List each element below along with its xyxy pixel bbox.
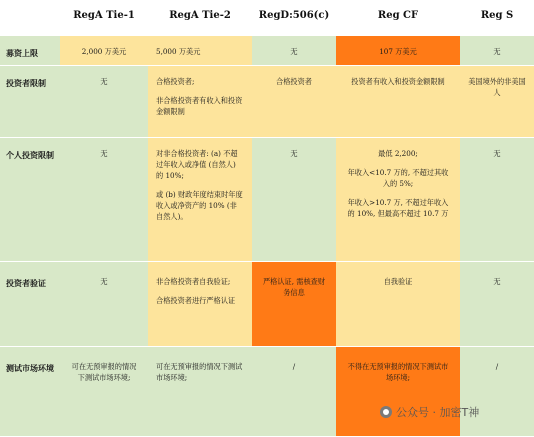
- table-cell: [60, 36, 148, 66]
- cell-text: 2,000 万美元: [81, 47, 127, 56]
- header-cell: RegD:506(c): [252, 0, 336, 36]
- table-cell: [148, 36, 252, 66]
- table-cell: [252, 347, 336, 437]
- cell-text: 无: [100, 77, 108, 86]
- table-cell: [148, 262, 252, 347]
- header-cell: RegA Tie-2: [148, 0, 252, 36]
- cell-text: 合格投资者: [276, 77, 312, 86]
- table-cell: [252, 262, 336, 347]
- cell-text: 对非合格投资者: (a) 不超过年收入或净值 (自然人) 的 10%;: [156, 149, 238, 180]
- cell-text: 不得在无预审报的情况下测试市场环境;: [347, 362, 449, 382]
- cell-text: 无: [493, 277, 501, 286]
- watermark-text: 公众号 · 加密T神: [396, 406, 480, 419]
- table-cell: [252, 36, 336, 66]
- row-label: 募资上限: [0, 36, 60, 66]
- wechat-icon: [380, 406, 392, 418]
- cell-text: 无: [290, 47, 298, 56]
- cell-text: 无: [493, 149, 501, 158]
- cell-text: /: [495, 362, 499, 371]
- cell-text: 合格投资者进行严格认证: [156, 296, 236, 305]
- cell-text: 或 (b) 财政年度结束时年度收入或净资产的 10% (非自然人)。: [156, 190, 243, 221]
- cell-text: 美国境外的非美国人: [468, 77, 526, 97]
- header-cell: Reg CF: [336, 0, 460, 36]
- row-label: 投资者验证: [0, 262, 60, 347]
- cell-text: 5,000 万美元: [156, 47, 201, 56]
- cell-text: 合格投资者;: [156, 77, 195, 86]
- cell-text: 无: [100, 149, 108, 158]
- cell-text: 无: [100, 277, 108, 286]
- cell-text: 非合格投资者有收入和投资金额限制: [156, 96, 243, 116]
- cell-text: /: [292, 362, 296, 371]
- cell-text: 可在无预审报的情况下测试市场环境;: [156, 362, 243, 382]
- table-cell: [148, 347, 252, 437]
- table-cell: [60, 262, 148, 347]
- cell-text: 107 万美元: [379, 47, 417, 56]
- table-cell: [148, 138, 252, 262]
- header-cell: RegA Tie-1: [60, 0, 148, 36]
- row-label: 投资者限制: [0, 66, 60, 138]
- table-cell: [460, 36, 534, 66]
- cell-text: 严格认证, 需核查财务信息: [262, 277, 326, 297]
- cell-text: 最低 2,200;: [378, 149, 418, 158]
- table-cell: [60, 66, 148, 138]
- row-label: 测试市场环境: [0, 347, 60, 437]
- table-cell: [336, 36, 460, 66]
- table-cell: [252, 138, 336, 262]
- table-cell: [460, 66, 534, 138]
- header-cell: Reg S: [460, 0, 534, 36]
- cell-text: 年收入>10.7 万, 不超过年收入的 10%, 但最高不超过 10.7 万: [347, 198, 449, 218]
- cell-text: 年收入<10.7 万的, 不超过其收入的 5%;: [347, 168, 449, 188]
- table-cell: [148, 66, 252, 138]
- watermark: [380, 404, 530, 424]
- cell-text: 自我验证: [383, 277, 413, 286]
- table-cell: [460, 262, 534, 347]
- cell-text: 非合格投资者自我验证;: [156, 277, 231, 286]
- table-cell: [60, 138, 148, 262]
- table-cell: [60, 347, 148, 437]
- row-label: 个人投资限制: [0, 138, 60, 262]
- cell-text: 无: [290, 149, 298, 158]
- table-cell: [336, 138, 460, 262]
- table-cell: [336, 262, 460, 347]
- cell-text: 投资者有收入和投资金额限制: [351, 77, 445, 86]
- cell-text: 可在无预审报的情况下测试市场环境;: [71, 362, 137, 382]
- table-cell: [336, 66, 460, 138]
- table-cell: [252, 66, 336, 138]
- cell-text: 无: [493, 47, 501, 56]
- header-cell: [0, 0, 60, 36]
- table-cell: [460, 138, 534, 262]
